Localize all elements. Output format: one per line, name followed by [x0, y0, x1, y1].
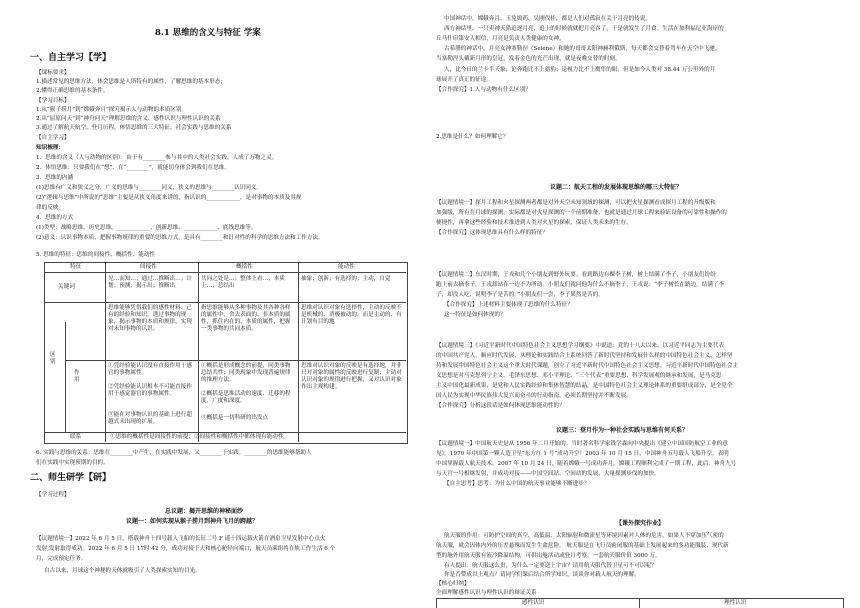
text-line: 知识梳理：	[36, 145, 64, 151]
col-divider	[65, 322, 66, 432]
text-line: 1．思维的含义（人与动物的区别）：由于有________参与其中的人类社会实践，人成了万物之灵。	[36, 155, 278, 161]
text-line: 【学习过程】	[36, 492, 70, 498]
table-cell: 关键词	[58, 284, 75, 290]
text-line: 【议题情境三】《习近平新时代中国特色社会主义思想学习纲要》中说道：党的十八大以来，以习近平同志为主要代表	[436, 343, 725, 349]
table-header: 间接性	[140, 264, 157, 270]
text-line: 2．体悟思维：只要我们在“想”、在“________”，就能切身体会到我们在思维。	[36, 165, 230, 171]
text-line: 主义中国化最新成果，是党和人民实践经验和集体智慧的结晶，是中国特色社会主义理论体系的重要组成部分，是全党全	[436, 383, 733, 389]
text-line: (1)思维有广义和狭义之分，广义的思维与________同义，狭义的思维与________认识同义。	[36, 185, 263, 191]
col-divider	[639, 598, 640, 608]
col-divider	[298, 262, 299, 442]
text-line: 加强版，所有在月球的探测，实际都是对火星探测的一个前期准备，也就是通过月球工程来验证设备的可靠性和操作的	[436, 210, 727, 216]
text-line: 丘马什印第安人相信，月亮是负责人类健康的女神。	[436, 36, 565, 42]
text-line: 4．思维的方式	[36, 215, 74, 221]
text-line: 发射,发射取得成功。2022 年 6 月 5 日 17时 42 分，成功对接于天和核心舱径向端口，航天员乘组将在轨工作生活 6 个	[36, 546, 336, 552]
text-line: (2)“逻辑与思维”中所说的“思维”主要是从狭义角度来讲的，指认识的____________，是对事物的本质及其规	[36, 195, 302, 201]
table-cell: 作用	[74, 370, 80, 383]
row-divider	[44, 432, 406, 433]
table-cell: ①凭经验能认识没有直接作用于感官的事物属性。	[108, 363, 192, 376]
topic-heading: 议题一：如何实现从猴子捞月到神舟飞月的跨越？	[126, 518, 259, 525]
text-line: 持和发展中国特色社会主义这个重大时代课题，创立了习近平新时代中国特色社会主义思想。习近平新时代中国特色社会主	[436, 363, 739, 369]
text-line: 国人民为实现中华民族伟大复兴而奋斗的行动指南，必须长期坚持并不断发展。	[436, 393, 632, 399]
table-header: 特征	[70, 264, 82, 270]
text-line: (1)类型：战略思维、历史思维、____________、创新思维、____________、底线思维等。	[36, 225, 257, 231]
text-line: 【议题情境二】东汉时期，王戎和几个小朋友到野外玩耍。看到路边有棵李子树，树上结满了李子，小朋友们纷纷	[436, 272, 716, 278]
text-line: 【合作探究】分析这段话是如何体现思维能动性的？	[436, 403, 565, 409]
text-line: 古希腊的神话中，月亮女神塞勒涅（Selene）和她的哥哥太阳神赫利俄斯，每天都会交替着驾车在天空中飞驰。	[444, 46, 721, 52]
section-heading-1: 一、自主学习【学】	[30, 53, 112, 63]
right-column	[430, 0, 860, 608]
text-line: 【议题情境一】2022 年 6 月 5 日，搭载神舟十四号载人飞船的长征二号 F 遥十四运载火箭在酒泉卫星发射中心点火	[36, 536, 326, 542]
table-cell: ③概括是一切科研的出发点	[201, 415, 269, 421]
row-divider	[44, 272, 406, 273]
text-line: 当塞勒涅头戴新月形的皇冠，发着金色的光芒出现，就是夜晚交替的时刻。	[436, 56, 621, 62]
table-cell: 思维对认识对象的反映是有选择地，并非只对对象的属性的反映进行复制；主动对认识对象的规律进行把握，又对认识对象作出主观构建。	[301, 363, 402, 390]
document-title: 8.1 思维的含义与特征 学案	[155, 28, 261, 38]
text-line: 2.思维是什么？如何理解它？	[436, 134, 509, 140]
text-line: 【议题情境一】探月工程和火星探测两者都是对外天空未知领域的探测，可以把火星探测看成探月工程的升级版和	[436, 200, 716, 206]
text-line: 中国神话中，嫦娥奔月、玉兔捣药、吴刚伐桂，都是人们对孤寂在关于月亮的传说。	[444, 16, 651, 22]
text-line: 【自主思考】思考：为什么中国的航天事业能够不断进步？	[444, 481, 590, 487]
text-line: 球展开了真正的征途。	[436, 77, 492, 83]
text-line: 【课标要求】	[36, 70, 70, 76]
text-line: 西方神话里，一只卖神天猎追逐月亮，追上的时候就就把月亮吞了，于是就发生了月食。生活在加利福尼亚海岸的	[444, 26, 724, 32]
text-line: 月，完成预定任务。	[36, 556, 87, 562]
row-divider	[65, 360, 406, 361]
text-line: 子，却没人吃，说明李子是苦的。”小朋友们一尝，李子果然是苦的。	[436, 292, 604, 298]
text-line: 义思想是对马克思列宁主义、毛泽东思想、邓小平理论、“三个代表”重要思想、科学发展观的继承和发展，是马克思	[436, 373, 722, 379]
text-line: 跑上前去摘李子，王戎却站在一边不为所动。小朋友们就问他为什么不摘李子，王戎说：“李子树长在路边，结满了李	[436, 282, 725, 288]
table-cell: 思维能够凭借我们的感性材料、已有的经验和知识，透过事物的现象，揭示事物的本质和规律，实现对未知事物的认识。	[108, 305, 192, 332]
col-divider	[198, 262, 199, 442]
section-heading: 【课外探究作业】	[616, 520, 665, 527]
table-header: 能动性	[338, 264, 355, 270]
text-line: 与天宫一号相继发射，并成功对接——中国空间站，空间站的发展，大量探测步伐的加快。	[436, 471, 660, 477]
text-line: 律的反映。	[36, 205, 64, 211]
table-cell: 见…而知…；通过…推断出…；计划；预测；揭示出；推断出	[108, 276, 192, 289]
text-line: 航天服，就会因体内外的压差悬殊而发生生命危险。 航天服是在飞行员密闭服的基础上发展起来的多功能服装，现代新	[436, 543, 729, 549]
text-line: 1.从“猴子捞月”到“嫦娥奔月”探究揭示人与动物的本质区别。	[36, 107, 188, 113]
topic-heading: 议题二：航天工程的发展体现思维的哪三大特征？	[550, 184, 683, 191]
text-line: 3.通过了解航天航空、登月历程，体悟思维的三大特征、社会实践与思维的关系	[36, 125, 232, 131]
table-header: 理性认识	[724, 600, 747, 606]
text-line: 2.从“屈原问天”到“神舟问天”理解思维的含义、感性认识与理性认识的关系	[36, 116, 221, 122]
table-cell: ②概括是思维活动的速度、迁移的程度，广度和深度。	[201, 391, 291, 404]
table-cell: 区别	[50, 352, 56, 365]
table-border	[436, 598, 844, 608]
table-header: 概括性	[236, 264, 253, 270]
text-line: 全面理解感性认识与理性认识的辩证关系	[436, 590, 537, 596]
table-cell: 思维对认识对象有选择性，主动的反映不是机械的、消极被动的，而是主动的、有计划有目的地	[301, 305, 402, 325]
text-line: 自古以来，月球这个神秘的天体就吸引了人类探索实知的目光。	[44, 568, 201, 574]
text-line: 3．思维的内涵	[36, 175, 74, 181]
text-line: (2)意义：认识事物本质、把握事物规律的重要的思维方式，是具有________和针对性的科学的思维方法和工作方法。	[36, 235, 324, 241]
text-line: 【合作探究】1.人与动物有什么区别？	[436, 87, 531, 93]
text-line: 的中国共产党人，顺应时代发展，从理论和实践结合上系统回答了新时代坚持和发展什么样的中国特色社会主义、怎样坚	[436, 353, 733, 359]
table-cell: ①思维的概括性是间接性的前提；②间接性和概括性中都体现有能动性。	[110, 434, 290, 440]
text-line: 航天服的作用：可防护空间的真空、高低温、太阳辐射和微流星等环境因素对人体的危害。如果人不穿加压气密的	[444, 533, 724, 539]
text-line: 型的舱外用航天服有液冷降温结构，可供出舱活动或登月考察。一套航天服价值 3000 万。	[436, 553, 661, 559]
text-line: 有人提出：航天服这么贵，为什么一定要送上宇宙？请用航天服代替卫星可不可以呢？	[444, 563, 657, 569]
text-line: 6. 实践与思维的关系：思维在________中产生，在实践中发展，又________于实践。________的思维能够帮助人	[36, 450, 312, 456]
section-heading-2: 二、师生研学【研】	[30, 473, 112, 483]
text-line: 【合作探究】上述材料主要体现了思维的什么特征？	[444, 302, 573, 308]
text-line: 人，比今日的兰卡半天象；论奔跑比不上猎豹；论视力比不上鹰隼的眼，但是如今人类对 38.44 万公里外的月	[444, 67, 716, 73]
text-line: 2.懂得正确思维的基本条件。	[36, 88, 109, 94]
text-line: 【议题情境一】中国航天史是从 1956 年二月开始的。当时著名科学家钱学森向中央提出《建立中国国防航空工业的意	[436, 441, 728, 447]
table-header: 感性认识	[522, 600, 545, 606]
text-line: 你是否赞成以上观点？请同学们课后结合所学知识，谈谈你对载人航天的理解。	[444, 572, 640, 578]
col-divider	[105, 262, 106, 442]
text-line: 便捷性，再拿这些经验和技术推进到人类对火星的探索，保证人类未来的生存。	[436, 220, 632, 226]
table-cell: 共同之处是…；整体上看…；本质上…；总结出	[201, 276, 285, 289]
text-line: 【学习目标】	[36, 98, 70, 104]
text-line: 们在实践中实现预期的目的。	[36, 460, 109, 466]
text-line: 5. 思维的特征：思维的间接性、概括性、能动性	[36, 252, 155, 258]
row-divider	[44, 302, 406, 303]
text-line: 【自主学习】	[36, 135, 70, 141]
table-cell: ①概括是形成概念的前提，同类事物总结共性；同类现象中发现普遍规律的推理方法。	[201, 363, 291, 383]
text-line: 中国掌握载人航天技术。2007 年 10 月 24 日，随着嫦娥一号成功奔月，嫦娥工程顺利完成了一期工程，此后，神舟九号	[436, 461, 737, 467]
text-line: 【合作探究】这体现思维具有什么样的特征？	[436, 230, 548, 236]
text-line: 这一特征是如何体现的？	[444, 312, 506, 318]
table-cell: 联系	[70, 434, 82, 440]
text-line: 【核心归纳】	[436, 581, 470, 587]
table-cell: ③能在对事物认识的基础上进行超越式未出现的扩展。	[108, 412, 192, 425]
topic-heading: 议题三：登月作为一种社会实践与思维有何关系？	[556, 427, 689, 434]
table-cell: 抽象；创新；有选择的；主动，自觉	[301, 276, 391, 282]
text-line: 见》。1970 年中国第一颗人造卫星“东方红 1 号”成功升空！2003 年 10 月 15 日，中国神舟五号载人飞船升空，表明	[436, 451, 729, 457]
text-line: 1.描述常见的思维方法，体会思维是人所特有的属性，了解思维的基本形态；	[36, 79, 226, 85]
topic-heading: 总议题：揭开思维的神秘面纱	[165, 508, 244, 515]
table-cell: ②凭经验能认识根本不可能直接作用于感觉器官的事物属性。	[108, 384, 192, 397]
table-cell: 指思维能够从多种事物及其各种各样的属性中，舍去表面的、非本质的属性，抓住内在的、本质的属性，把握一类事物的共同本质。	[201, 305, 291, 332]
